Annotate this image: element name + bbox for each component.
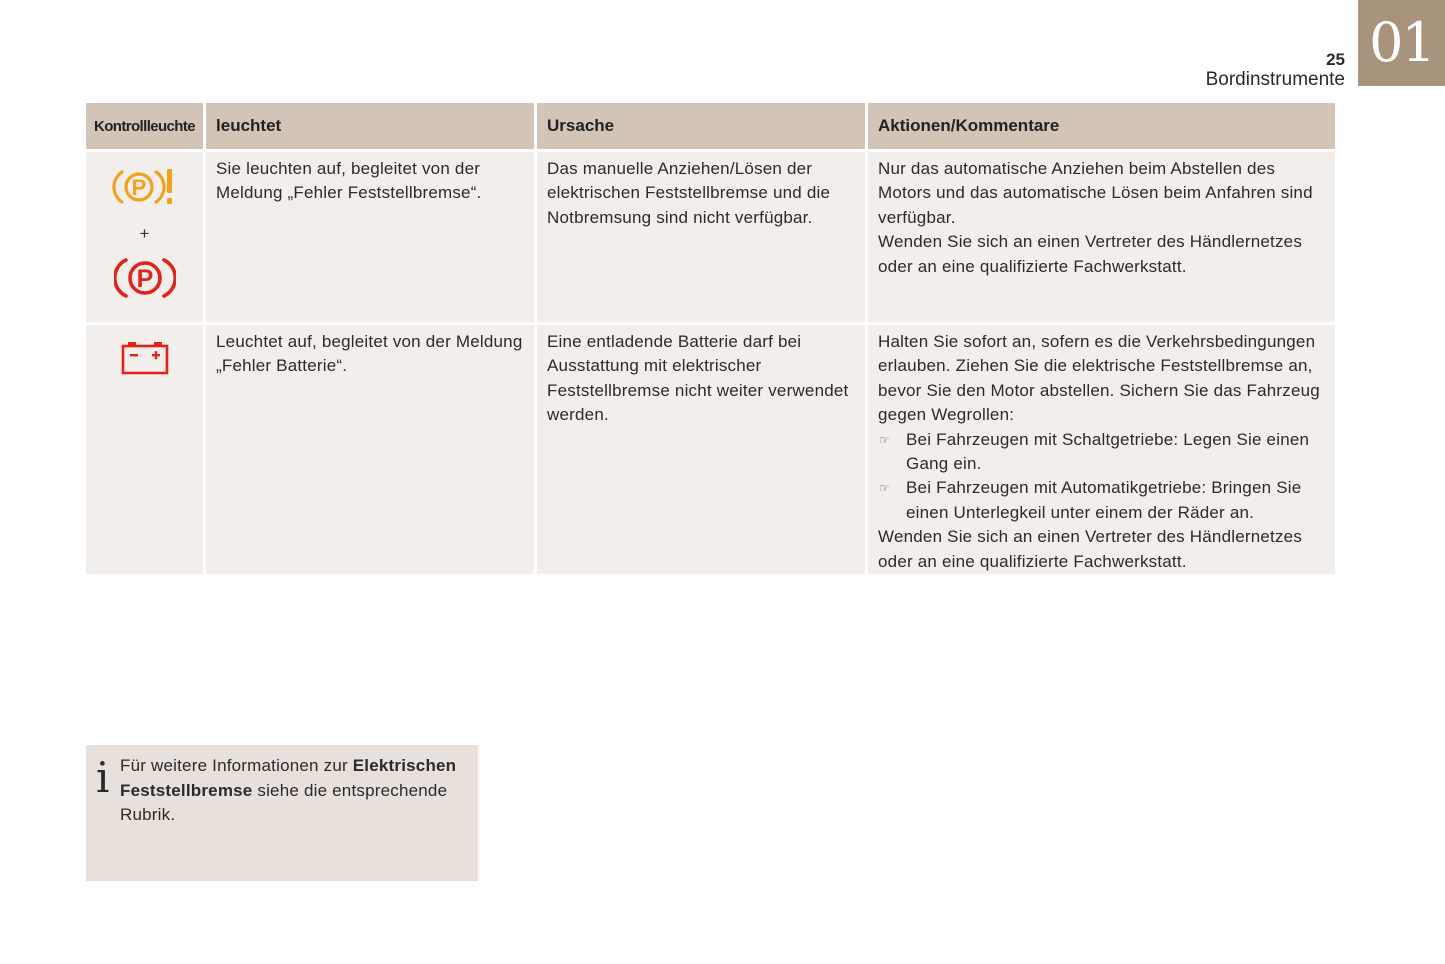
action-paragraph: Wenden Sie sich an einen Vertreter des Händlernetzes oder an eine qualifizierte Fachwerkstatt. [878, 232, 1303, 276]
column-header-cause: Ursache [537, 103, 865, 149]
list-item [878, 476, 1325, 525]
lamp-cell [86, 325, 203, 574]
lamp-cell [86, 152, 203, 322]
list-item [878, 428, 1325, 477]
info-text-before: Für weitere Informationen zur [120, 756, 353, 775]
actions-cell [868, 152, 1335, 322]
pointing-hand-icon: ☞ [879, 481, 890, 496]
parking-brake-fault-icon [112, 166, 178, 208]
list-item-text: Bei Fahrzeugen mit Automatikgetriebe: Bringen Sie einen Unterlegkeil unter einem der Räder an. [906, 478, 1302, 522]
info-text-after: siehe die entsprechende Rubrik. [120, 780, 448, 824]
pointing-hand-icon: ☞ [879, 432, 890, 447]
lit-cell: Sie leuchten auf, begleitet von der Meldung „Fehler Feststellbremse“. [206, 152, 534, 322]
table-header-row [86, 103, 1335, 149]
section-title: Bordinstrumente [1205, 69, 1345, 90]
chapter-tab: 01 [1358, 0, 1445, 86]
table-row [86, 152, 1335, 322]
table-row [86, 325, 1335, 574]
cause-cell: Das manuelle Anziehen/Lösen der elektrischen Feststellbremse und die Notbremsung sind nicht verfügbar. [537, 152, 865, 322]
svg-text:P: P [136, 265, 153, 294]
column-header-lamp: Kontrollleuchte [86, 103, 203, 149]
info-text [120, 754, 470, 828]
actions-cell [868, 325, 1335, 574]
lit-cell: Leuchtet auf, begleitet von der Meldung „Fehler Batterie“. [206, 325, 534, 574]
cause-cell: Eine entladende Batterie darf bei Ausstattung mit elektrischer Feststellbremse nicht weiter verwendet werden. [537, 325, 865, 574]
column-header-actions: Aktionen/Kommentare [868, 103, 1335, 149]
info-text-bold: Elektrischen Feststellbremse [120, 756, 457, 800]
warning-lights-table [83, 100, 1338, 577]
action-paragraph: Nur das automatische Anziehen beim Abstellen des Motors und das automatische Lösen beim Anfahren sind verfügbar. [878, 159, 1313, 227]
battery-icon [121, 341, 169, 375]
page-number: 25 [1326, 50, 1345, 69]
list-item-text: Bei Fahrzeugen mit Schaltgetriebe: Legen Sie einen Gang ein. [906, 429, 1310, 474]
plus-sign: + [139, 224, 150, 243]
info-icon: i [96, 753, 110, 802]
column-header-lit: leuchtet [206, 103, 534, 149]
action-outro: Wenden Sie sich an einen Vertreter des Händlernetzes oder an eine qualifizierte Fachwerkstatt. [878, 527, 1303, 571]
parking-brake-icon [114, 254, 176, 302]
svg-text:P: P [131, 175, 146, 200]
action-intro: Halten Sie sofort an, sofern es die Verkehrsbedingungen erlauben. Ziehen Sie die elektrische Feststellbremse an, bevor Sie den Motor abstellen. Sichern Sie das Fahrzeug gegen Wegrollen: [878, 332, 1320, 425]
